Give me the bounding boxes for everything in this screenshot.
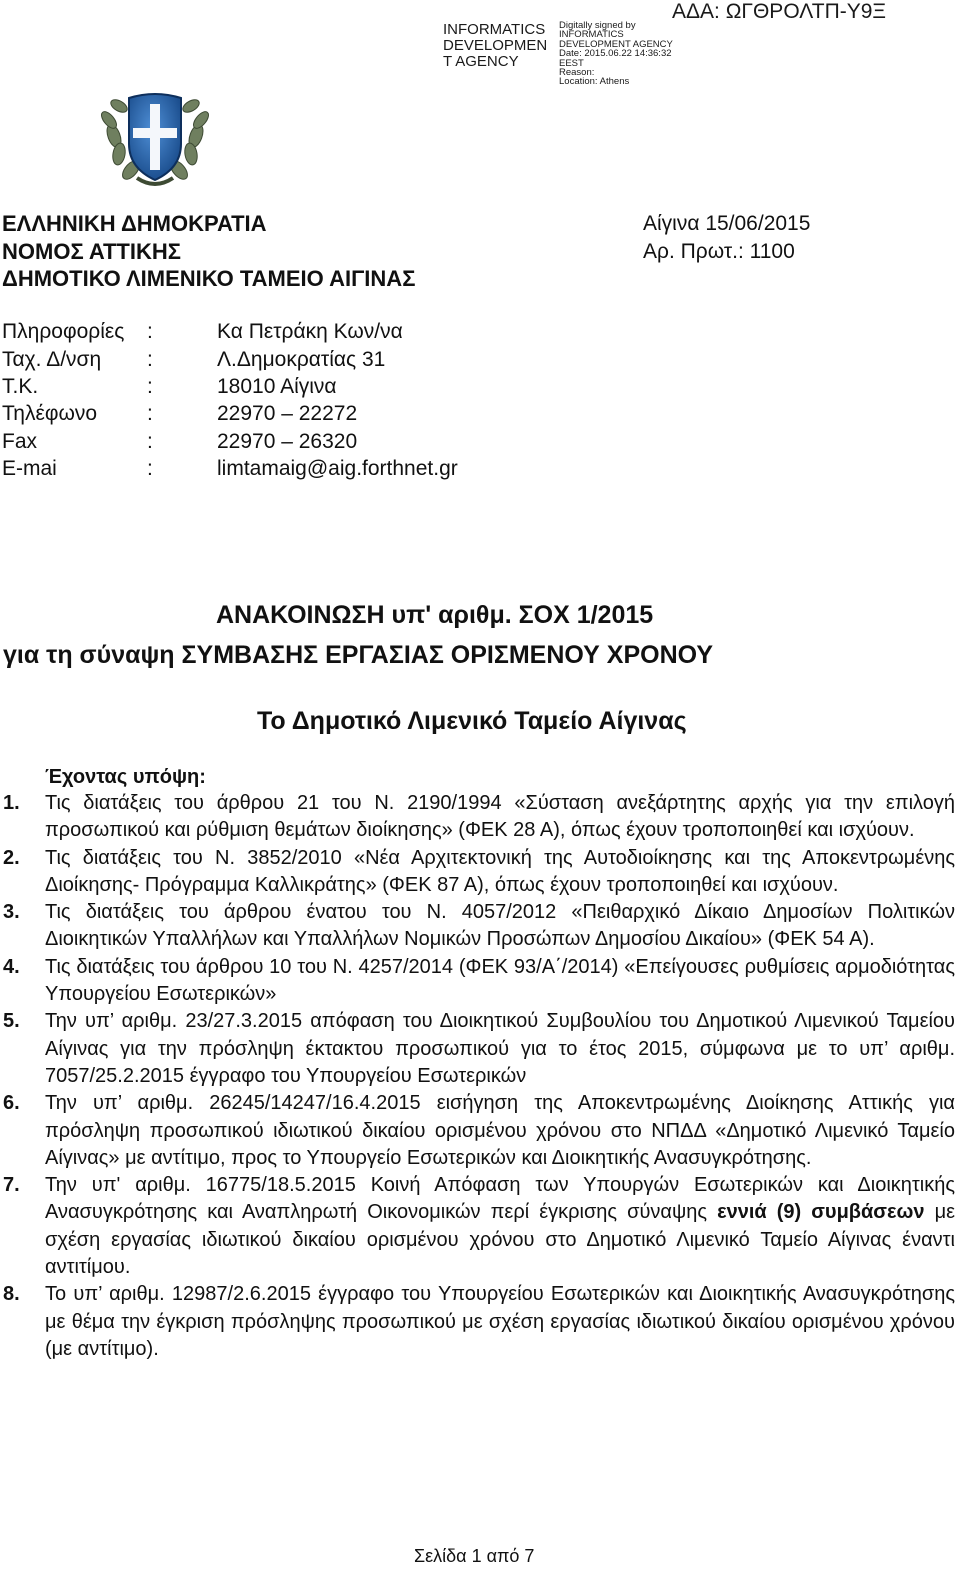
ada-code: ΑΔΑ: ΩΓΘΡΟΛΤΠ-Υ9Ξ [672, 0, 887, 23]
header-prefecture: ΝΟΜΟΣ ΑΤΤΙΚΗΣ [2, 239, 181, 264]
signature-detail-line: Reason: [559, 67, 595, 79]
item-text: Τις διατάξεις του Ν. 3852/2010 «Νέα Αρχιτεκτονική της Αυτοδιοίκησης και της Αποκεντρωμένης Διοίκησης- Πρόγραμμα Καλλικράτης» (ΦΕΚ 87 Α), όπως έχουν τροποποιηθεί και ισχύουν. [45, 846, 955, 896]
signature-detail-line: DEVELOPMENT AGENCY [559, 38, 673, 50]
item-number: 8. [3, 1283, 20, 1306]
contact-row [2, 348, 702, 376]
list-item [0, 1281, 955, 1363]
item-text: Την υπ’ αριθμ. 26245/14247/16.4.2015 εισήγηση της Αποκεντρωμένης Διοίκησης Αττικής για πρόσληψη προσωπικού ιδιωτικού δικαίου ορισμένου χρόνου στο ΝΠΔΔ «Δημοτικό Λιμενικό Ταμείο Αίγινας» με αντίτιμο, προς το Υπουργείο Εσωτερικών και Διοικητικής Ανασυγκρότησης. [45, 1092, 955, 1169]
issuing-authority: Το Δημοτικό Λιμενικό Ταμείο Αίγινας [257, 707, 687, 735]
item-text-part: με σχέση εργασίας ιδιωτικού δικαίου ορισμένου χρόνου στο Δημοτικό Λιμενικό Ταμείο Αίγινας έναντι αντιτίμου. [45, 1201, 956, 1279]
contact-colon: : [147, 348, 153, 371]
legal-basis-list [0, 790, 955, 1363]
list-item [0, 1090, 955, 1172]
signature-org-line: DEVELOPMEN [443, 37, 548, 54]
item-number: 7. [3, 1174, 20, 1197]
item-text: Τις διατάξεις του άρθρου 21 του Ν. 2190/1994 «Σύσταση ανεξάρτητης αρχής για την επιλογή προσωπικού και ρύθμιση θεμάτων διοίκησης» (ΦΕΚ 28 Α), όπως έχουν τροποποιηθεί και ισχύουν. [45, 792, 955, 842]
contact-colon: : [147, 375, 153, 398]
signature-detail-line: Digitally signed by [559, 20, 636, 31]
item-text-part: Την υπ' αριθμ. 16775/18.5.2015 Κοινή Απόφαση των Υπουργών Εσωτερικών και Διοικητικής Ανασυγκρότησης και Αναπληρωτή Οικονομικών περί έγκρισης σύναψης [45, 1174, 955, 1224]
signature-org-line: INFORMATICS [443, 21, 546, 38]
list-item [0, 954, 955, 1009]
header-organization: ΔΗΜΟΤΙΚΟ ΛΙΜΕΝΙΚΟ ΤΑΜΕΙΟ ΑΙΓΙΝΑΣ [2, 266, 416, 291]
contact-label: Πληροφορίες [2, 320, 125, 343]
contact-colon: : [147, 430, 153, 453]
contact-row [2, 320, 702, 348]
contact-colon: : [147, 457, 153, 480]
signature-details [559, 21, 673, 87]
contact-value: 22970 – 22272 [217, 402, 358, 425]
contact-label: E-mai [2, 457, 57, 480]
signature-detail-line: Date: 2015.06.22 14:36:32 [559, 48, 672, 60]
list-item [0, 1172, 955, 1281]
announcement-subtitle: για τη σύναψη ΣΥΜΒΑΣΗΣ ΕΡΓΑΣΙΑΣ ΟΡΙΣΜΕΝΟΥ ΧΡΟΝΟΥ [3, 641, 714, 669]
item-number: 5. [3, 1010, 20, 1033]
email-link[interactable]: limtamaig@aig.forthnet.gr [217, 457, 458, 480]
signature-detail-line: Location: Athens [559, 76, 630, 88]
contact-label: Τηλέφωνο [2, 402, 98, 425]
protocol-number: Αρ. Πρωτ.: 1100 [643, 240, 795, 263]
list-item [0, 790, 955, 845]
item-number: 6. [3, 1092, 20, 1115]
contact-row [2, 402, 702, 430]
header-country: ΕΛΛΗΝΙΚΗ ΔΗΜΟΚΡΑΤΙΑ [2, 211, 267, 236]
contact-label: Fax [2, 430, 38, 453]
item-number: 3. [3, 901, 20, 924]
item-number: 4. [3, 955, 20, 978]
signature-org-line: T AGENCY [443, 53, 519, 70]
signature-detail-line: EEST [559, 57, 584, 69]
contact-value: 18010 Αίγινα [217, 375, 337, 398]
item-text: Το υπ’ αριθμ. 12987/2.6.2015 έγγραφο του Υπουργείου Εσωτερικών και Διοικητικής Ανασυγκρότησης με θέμα την έγκριση πρόσληψης προσωπικού με σχέση εργασίας ιδιωτικού δικαίου ορισμένου χρόνου (με αντίτιμο). [45, 1283, 955, 1360]
contact-label: Τ.Κ. [2, 375, 39, 398]
contact-value: 22970 – 26320 [217, 430, 358, 453]
contracts-count-bold: εννιά (9) συμβάσεων [717, 1201, 925, 1224]
contact-value: Λ.Δημοκρατίας 31 [217, 348, 386, 371]
page-number: Σελίδα 1 από 7 [414, 1546, 535, 1566]
place-date: Αίγινα 15/06/2015 [643, 212, 811, 235]
item-number: 2. [3, 846, 20, 869]
item-text [45, 1172, 955, 1281]
contact-value: Κα Πετράκη Κων/να [217, 320, 403, 343]
announcement-title: ΑΝΑΚΟΙΝΩΣΗ υπ' αριθμ. ΣΟΧ 1/2015 [216, 601, 654, 629]
contact-row [2, 457, 702, 485]
contact-label: Ταχ. Δ/νση [2, 348, 102, 371]
considering-heading: Έχοντας υπόψη: [45, 766, 206, 788]
item-text: Τις διατάξεις του άρθρου ένατου του Ν. 4057/2012 «Πειθαρχικό Δίκαιο Δημοσίων Πολιτικών Διοικητικών Υπαλλήλων και Υπαλλήλων Νομικών Προσώπων Δημοσίου Δικαίου» (ΦΕΚ 54 Α). [45, 901, 955, 951]
list-item [0, 899, 955, 954]
item-text: Τις διατάξεις του άρθρου 10 του Ν. 4257/2014 (ΦΕΚ 93/Α΄/2014) «Επείγουσες ρυθμίσεις αρμοδιότητας Υπουργείου Εσωτερικών» [45, 955, 955, 1006]
item-text: Την υπ’ αριθμ. 23/27.3.2015 απόφαση του Διοικητικού Συμβουλίου του Δημοτικού Λιμενικού Ταμείου Αίγινας για την πρόσληψη έκτακτου προσωπικού για το έτος 2015, σύμφωνα με το υπ’ αριθμ. 7057/25.2.2015 έγγραφο του Υπουργείου Εσωτερικών [45, 1010, 955, 1087]
list-item [0, 845, 955, 900]
greek-emblem-icon [97, 86, 213, 192]
contact-row [2, 430, 702, 458]
item-number: 1. [3, 792, 20, 814]
contact-colon: : [147, 402, 153, 425]
signature-detail-line: INFORMATICS [559, 29, 624, 41]
contact-colon: : [147, 320, 153, 343]
contact-row [2, 375, 702, 403]
signature-organization [443, 22, 547, 70]
list-item [0, 1008, 955, 1090]
